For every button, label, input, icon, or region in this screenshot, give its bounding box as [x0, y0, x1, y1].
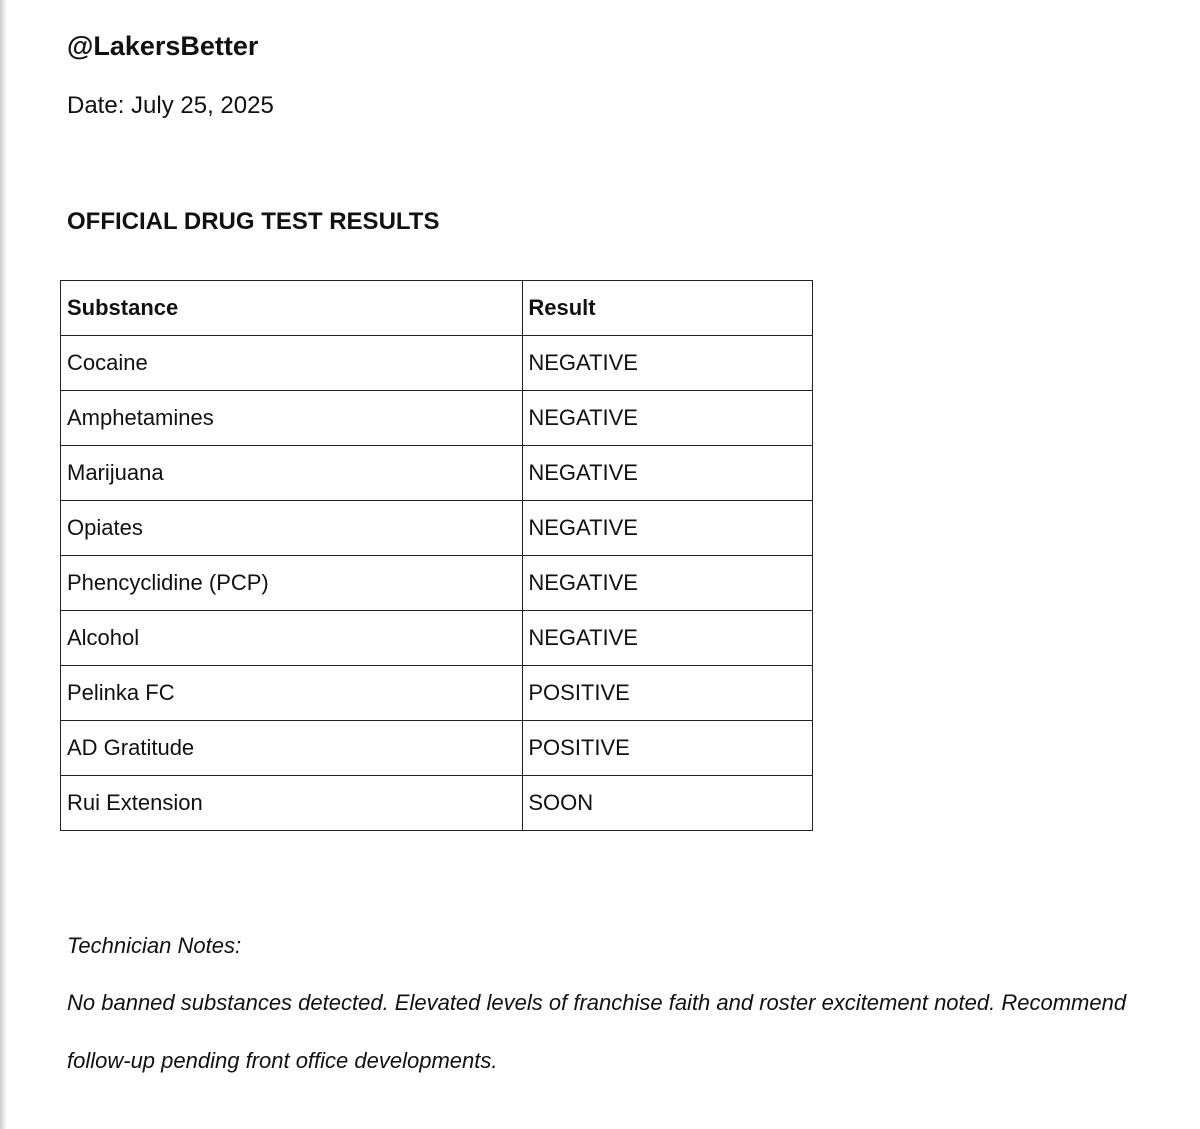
- result-cell: NEGATIVE: [523, 391, 813, 446]
- result-cell: NEGATIVE: [523, 336, 813, 391]
- table-row: [61, 391, 813, 446]
- table-row: [61, 611, 813, 666]
- result-cell: POSITIVE: [523, 666, 813, 721]
- document-title: OFFICIAL DRUG TEST RESULTS: [67, 208, 440, 235]
- substance-cell: Pelinka FC: [61, 666, 523, 721]
- table-row: [61, 336, 813, 391]
- result-cell: SOON: [523, 776, 813, 831]
- substance-cell: Phencyclidine (PCP): [61, 556, 523, 611]
- substance-cell: Marijuana: [61, 446, 523, 501]
- substance-cell: Cocaine: [61, 336, 523, 391]
- document-date: Date: July 25, 2025: [67, 92, 274, 119]
- header-result: Result: [523, 281, 813, 336]
- result-cell: NEGATIVE: [523, 556, 813, 611]
- substance-cell: Rui Extension: [61, 776, 523, 831]
- substance-cell: Amphetamines: [61, 391, 523, 446]
- table-row: [61, 446, 813, 501]
- technician-notes-title: Technician Notes:: [67, 933, 242, 958]
- header-substance: Substance: [61, 281, 523, 336]
- substance-cell: Alcohol: [61, 611, 523, 666]
- substance-cell: Opiates: [61, 501, 523, 556]
- result-cell: POSITIVE: [523, 721, 813, 776]
- substance-cell: AD Gratitude: [61, 721, 523, 776]
- table-row: [61, 776, 813, 831]
- result-cell: NEGATIVE: [523, 446, 813, 501]
- table-row: [61, 501, 813, 556]
- table-row: [61, 721, 813, 776]
- page-edge-shadow: [0, 0, 7, 1129]
- table-row: [61, 556, 813, 611]
- author-handle: @LakersBetter: [67, 31, 259, 61]
- table-header-row: [61, 281, 813, 336]
- results-table: [60, 280, 813, 831]
- result-cell: NEGATIVE: [523, 501, 813, 556]
- result-cell: NEGATIVE: [523, 611, 813, 666]
- technician-notes-body: No banned substances detected. Elevated levels of franchise faith and roster excitement noted. Recommend follow-up pending front office developments.: [67, 990, 1127, 1073]
- table-row: [61, 666, 813, 721]
